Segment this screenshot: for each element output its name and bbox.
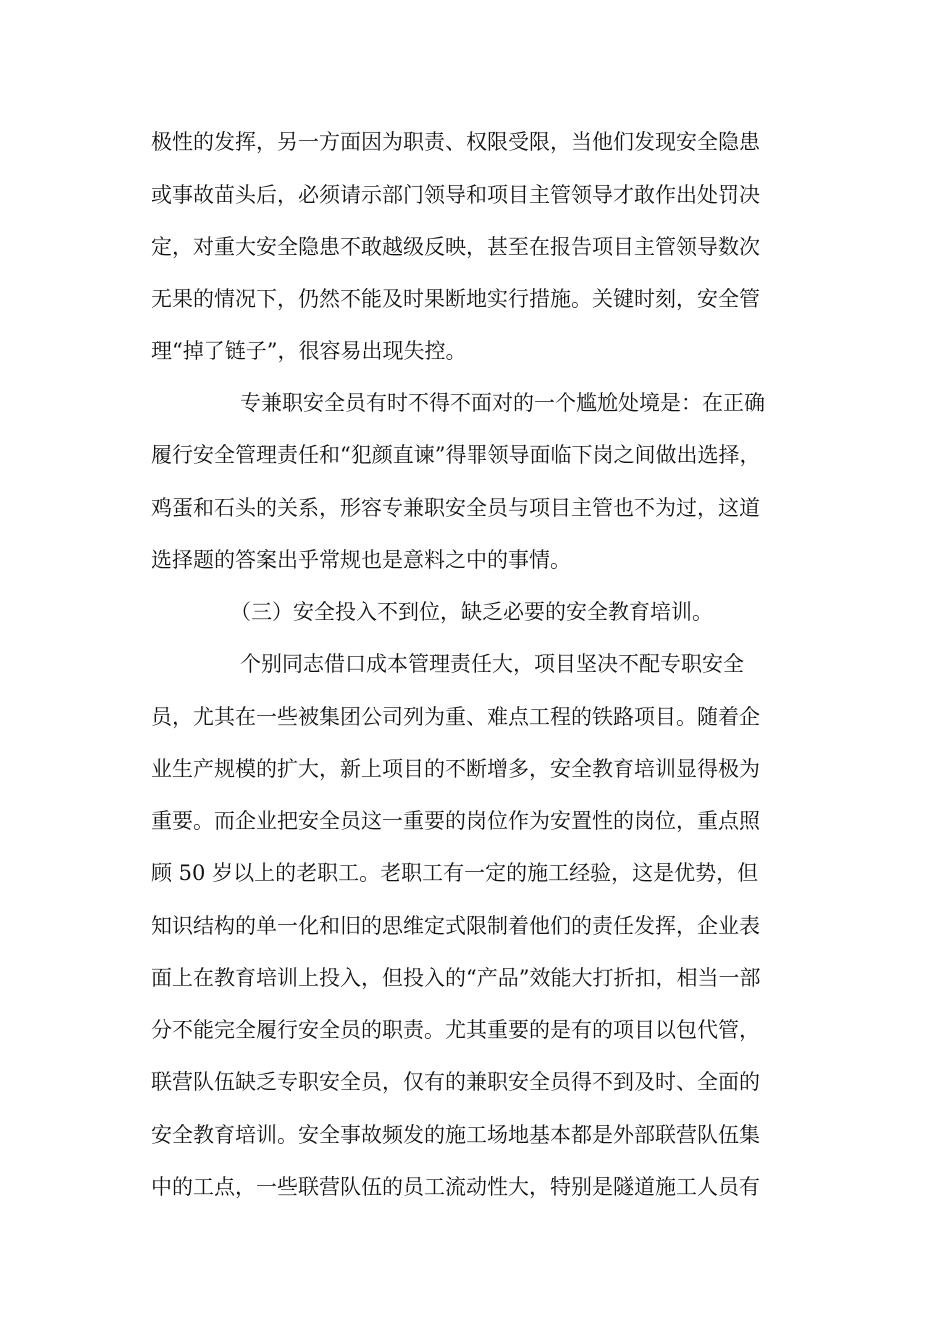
paragraph-line: 专兼职安全员有时不得不面对的一个尴尬处境是：在正确: [240, 391, 765, 415]
paragraph-line: 重要。而企业把安全员这一重要的岗位作为安置性的岗位，重点照: [151, 809, 760, 833]
paragraph-line: 履行安全管理责任和“犯颜直谏”得罪领导面临下岗之间做出选择，: [151, 443, 761, 467]
paragraph-line: 分不能完全履行安全员的职责。尤其重要的是有的项目以包代管，: [151, 1018, 760, 1042]
paragraph-line: 个别同志借口成本管理责任大，项目坚决不配专职安全: [240, 652, 744, 676]
paragraph-line: 选择题的答案出乎常规也是意料之中的事情。: [151, 548, 571, 572]
paragraph-line: 业生产规模的扩大，新上项目的不断增多，安全教育培训显得极为: [151, 757, 760, 781]
paragraph-line: 联营队伍缺乏专职安全员，仅有的兼职安全员得不到及时、全面的: [151, 1070, 760, 1094]
paragraph-line: 安全教育培训。安全事故频发的施工场地基本都是外部联营队伍集: [151, 1123, 760, 1147]
paragraph-line: 员，尤其在一些被集团公司列为重、难点工程的铁路项目。随着企: [151, 705, 760, 729]
paragraph-line: 或事故苗头后，必须请示部门领导和项目主管领导才敢作出处罚决: [151, 183, 760, 207]
paragraph-line: 面上在教育培训上投入，但投入的“产品”效能大打折扣，相当一部: [151, 966, 761, 990]
paragraph-line: 理“掉了链子”，很容易出现失控。: [151, 339, 467, 363]
paragraph-line: 极性的发挥，另一方面因为职责、权限受限，当他们发现安全隐患: [151, 130, 760, 154]
paragraph-line: 定，对重大安全隐患不敢越级反映，甚至在报告项目主管领导数次: [151, 235, 760, 259]
paragraph-line: 中的工点，一些联营队伍的员工流动性大，特别是隧道施工人员有: [151, 1175, 760, 1199]
paragraph-line: 无果的情况下，仍然不能及时果断地实行措施。关键时刻，安全管: [151, 287, 760, 311]
section-heading: （三）安全投入不到位，缺乏必要的安全教育培训。: [230, 600, 713, 624]
paragraph-line: 顾 50 岁以上的老职工。老职工有一定的施工经验，这是优势，但: [151, 861, 759, 885]
paragraph-line: 鸡蛋和石头的关系，形容专兼职安全员与项目主管也不为过，这道: [151, 496, 760, 520]
paragraph-line: 知识结构的单一化和旧的思维定式限制着他们的责任发挥，企业表: [151, 914, 760, 938]
